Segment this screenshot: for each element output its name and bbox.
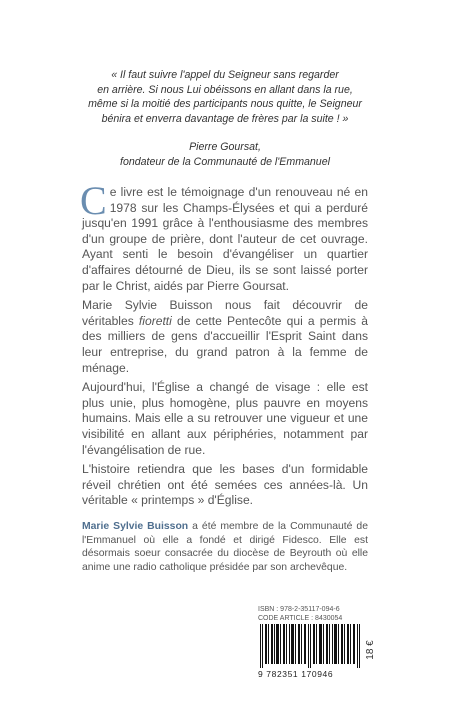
quote-line-3: même si la moitié des participants nous quitte, le Seigneur xyxy=(88,98,362,111)
paragraph-2 xyxy=(82,298,368,376)
paragraph-2-text-b: de cette Pentecôte qui a permis à des milliers de gens d'accueillir l'Esprit Saint dans leur entreprise, du grand patron à la femme de ménage. xyxy=(82,313,368,375)
author-bio-text: a été membre de la Communauté de l'Emmanuel où elle a fondé et dirigé Fidesco. Elle est désormais soeur consacrée du diocèse de Beyrouth où elle anime une radio catholique présidée par son archevêque. xyxy=(82,521,368,573)
author-name: Marie Sylvie Buisson xyxy=(82,521,189,532)
isbn-block xyxy=(258,605,342,623)
quote-author: Pierre Goursat, xyxy=(189,141,261,153)
epigraph-quote xyxy=(70,68,380,126)
paragraph-1-text: e livre est le témoignage d'un renouveau né en 1978 sur les Champs-Élysées et qui a perduré jusqu'en 1991 grâce à l'enthousiasme des membres d'un groupe de prière, dont l'auteur de cet ouvrage. Ayant senti le besoin d'évangéliser un quartier d'affaires détourné de Dieu, ils se sont laissé porter par le Christ, aidés par Pierre Goursat. xyxy=(82,185,368,293)
fioretti-italic: fioretti xyxy=(138,313,172,328)
paragraph-2-text-a: Marie Sylvie Buisson nous fait découvrir de véritables xyxy=(82,298,368,328)
quote-line-1: « Il faut suivre l'appel du Seigneur sans regarder xyxy=(111,69,339,81)
paragraph-3: Aujourd'hui, l'Église a changé de visage : elle est plus unie, plus homogène, plus pauvre en moyens humains. Mais elle a su retrouver une vigueur et une visibilité en allant aux périphéries, notamment par l'évangélisation de rue. xyxy=(82,380,368,457)
barcode-icon xyxy=(258,624,362,668)
article-code: CODE ARTICLE : 8430054 xyxy=(258,615,343,622)
quote-author-role: fondateur de la Communauté de l'Emmanuel xyxy=(120,155,330,168)
author-bio-paragraph xyxy=(82,520,368,574)
blurb-body xyxy=(80,178,368,513)
quote-attribution xyxy=(70,140,380,169)
quote-line-4: bénira et enverra davantage de frères par la suite ! » xyxy=(101,112,349,125)
quote-line-2: en arrière. Si nous Lui obéissons en allant dans la rue, xyxy=(97,83,353,96)
isbn-number: ISBN : 978-2-35117-094-6 xyxy=(258,606,340,613)
barcode-digits: 9 782351 170946 xyxy=(258,669,334,679)
price-label: 18 € xyxy=(365,640,376,660)
author-bio xyxy=(82,520,368,574)
drop-cap: C xyxy=(80,178,107,223)
paragraph-4: L'histoire retiendra que les bases d'un formidable réveil chrétien ont été semées ces années-là. Un véritable « printemps » d'Église. xyxy=(82,462,368,508)
paragraph-1 xyxy=(80,178,368,294)
